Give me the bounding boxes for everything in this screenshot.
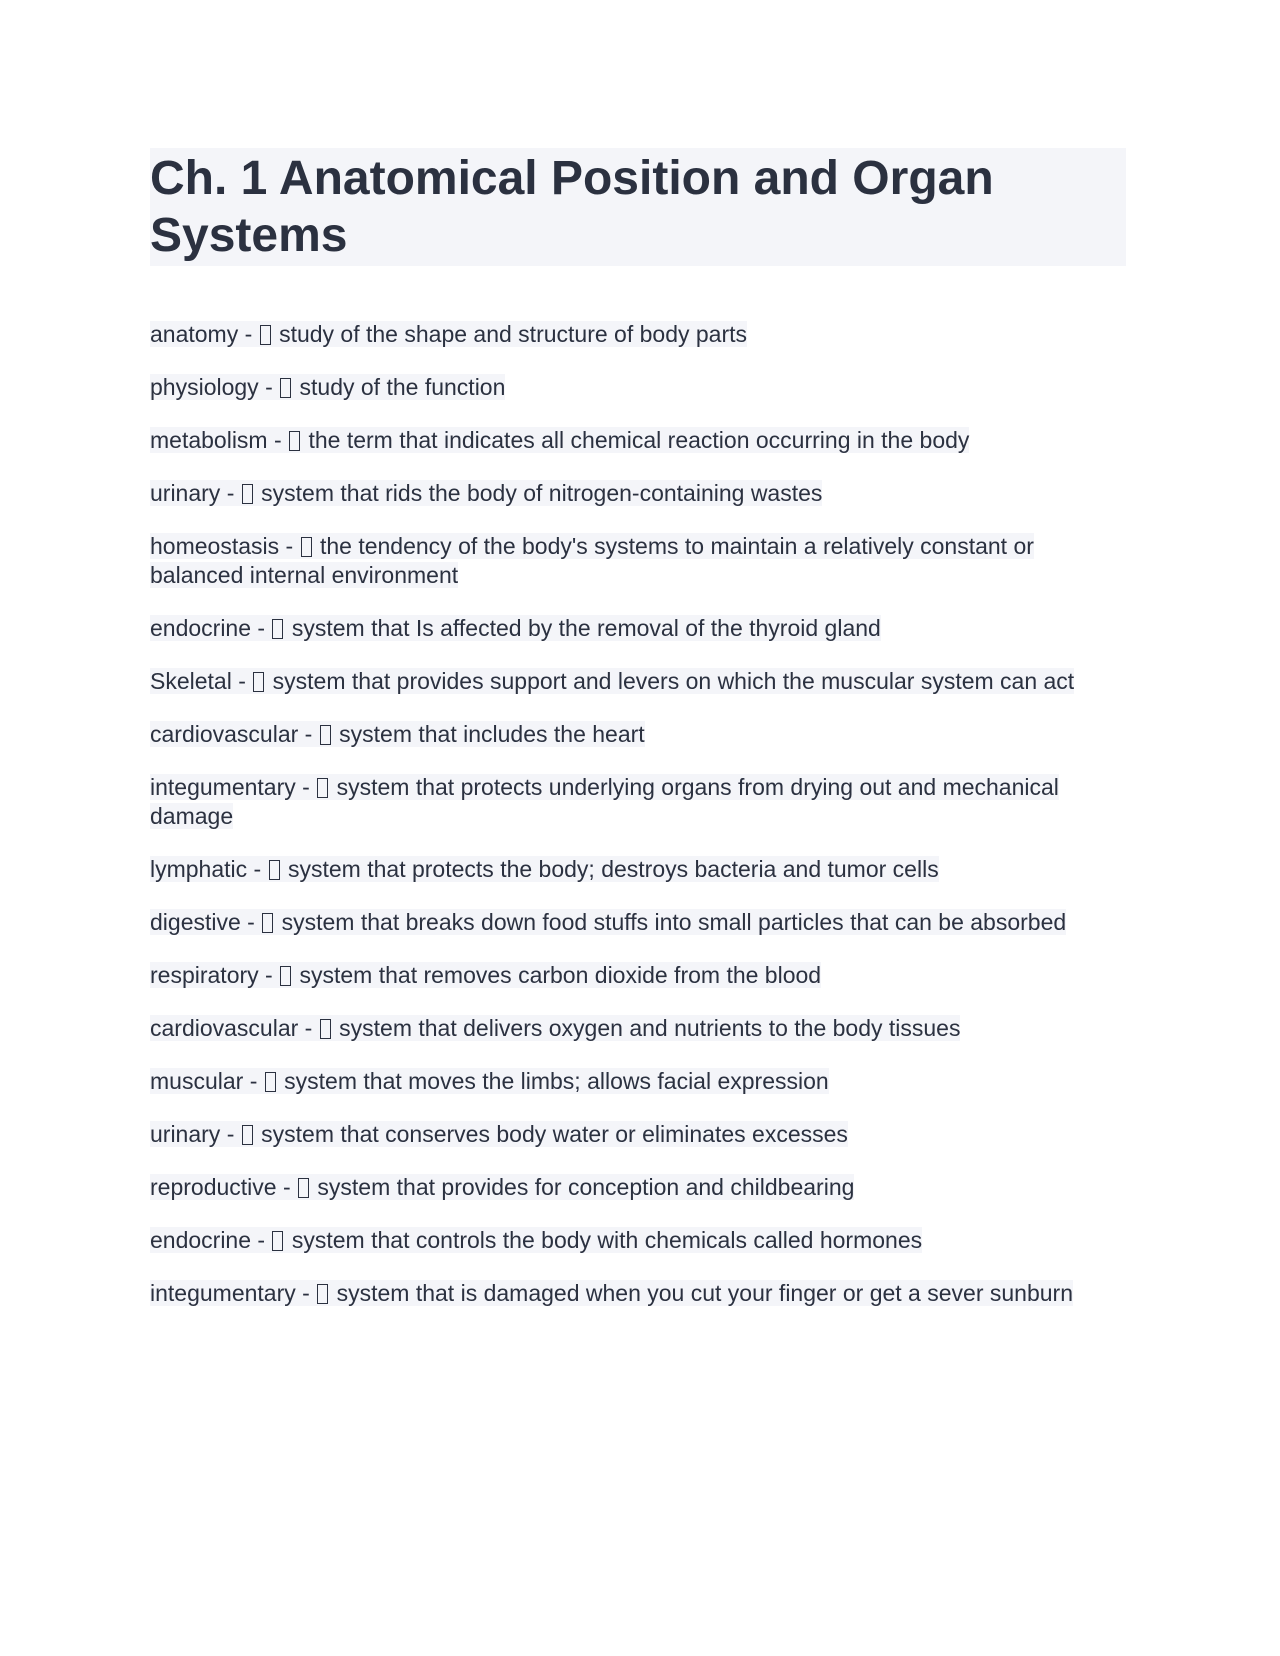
term-name: integumentary: [150, 1280, 296, 1306]
empty-box-icon: [317, 1284, 328, 1304]
term-name: anatomy: [150, 321, 239, 347]
term-name: physiology: [150, 374, 259, 400]
term-definition: system that is damaged when you cut your finger or get a sever sunburn: [336, 1280, 1073, 1306]
term-entry: [150, 668, 1074, 694]
list-item: [150, 720, 1126, 749]
term-name: endocrine: [150, 615, 252, 641]
term-list: [150, 320, 1126, 1308]
list-item: [150, 667, 1126, 696]
list-item: [150, 614, 1126, 643]
list-item: [150, 1173, 1126, 1202]
term-name: homeostasis: [150, 533, 280, 559]
term-separator: -: [231, 668, 253, 694]
term-definition: system that provides for conception and childbearing: [317, 1174, 855, 1200]
term-entry: [150, 856, 939, 882]
term-separator: -: [238, 321, 259, 347]
empty-box-icon: [260, 325, 271, 345]
term-entry: [150, 533, 1034, 588]
empty-box-icon: [317, 778, 328, 798]
empty-box-icon: [272, 1231, 283, 1251]
term-name: muscular: [150, 1068, 244, 1094]
page-title: Ch. 1 Anatomical Position and Organ Systems: [150, 148, 1126, 266]
empty-box-icon: [272, 619, 283, 639]
term-definition: the tendency of the body's systems to maintain a relatively constant or balanced internal environment: [150, 533, 1034, 588]
list-item: [150, 1014, 1126, 1043]
term-definition: the term that indicates all chemical reaction occurring in the body: [308, 427, 970, 453]
empty-box-icon: [280, 378, 291, 398]
term-definition: system that Is affected by the removal of the thyroid gland: [291, 615, 881, 641]
term-definition: system that delivers oxygen and nutrients to the body tissues: [339, 1015, 961, 1041]
term-entry: [150, 721, 645, 747]
list-item: [150, 320, 1126, 349]
term-separator: -: [243, 1068, 264, 1094]
term-entry: [150, 962, 821, 988]
term-entry: [150, 909, 1066, 935]
term-name: cardiovascular: [150, 721, 299, 747]
empty-box-icon: [265, 1072, 276, 1092]
empty-box-icon: [242, 1125, 253, 1145]
empty-box-icon: [301, 537, 312, 557]
term-entry: [150, 615, 881, 641]
term-name: reproductive: [150, 1174, 277, 1200]
list-item: [150, 373, 1126, 402]
document-page: [150, 148, 1126, 1332]
term-name: metabolism: [150, 427, 268, 453]
term-entry: [150, 774, 1059, 829]
term-definition: study of the shape and structure of body parts: [279, 321, 748, 347]
term-separator: -: [247, 856, 268, 882]
term-definition: system that removes carbon dioxide from the blood: [299, 962, 822, 988]
term-entry: [150, 427, 969, 453]
term-entry: [150, 1121, 848, 1147]
term-name: Skeletal: [150, 668, 232, 694]
term-name: urinary: [150, 1121, 221, 1147]
term-separator: -: [298, 1015, 319, 1041]
list-item: [150, 1067, 1126, 1096]
list-item: [150, 1120, 1126, 1149]
list-item: [150, 532, 1126, 590]
term-name: digestive: [150, 909, 241, 935]
term-entry: [150, 1174, 854, 1200]
term-entry: [150, 1068, 829, 1094]
term-definition: system that includes the heart: [339, 721, 645, 747]
term-separator: -: [267, 427, 289, 453]
list-item: [150, 1279, 1126, 1308]
term-entry: [150, 321, 747, 347]
term-definition: system that conserves body water or eliminates excesses: [261, 1121, 848, 1147]
term-separator: -: [240, 909, 262, 935]
list-item: [150, 961, 1126, 990]
term-definition: system that breaks down food stuffs into small particles that can be absorbed: [281, 909, 1067, 935]
empty-box-icon: [298, 1178, 309, 1198]
term-separator: -: [295, 1280, 317, 1306]
term-entry: [150, 1280, 1073, 1306]
term-name: urinary: [150, 480, 221, 506]
term-separator: -: [258, 962, 280, 988]
term-name: lymphatic: [150, 856, 248, 882]
term-definition: system that controls the body with chemicals called hormones: [291, 1227, 923, 1253]
term-definition: study of the function: [299, 374, 506, 400]
term-entry: [150, 1015, 960, 1041]
term-name: respiratory: [150, 962, 259, 988]
term-definition: system that protects the body; destroys bacteria and tumor cells: [288, 856, 939, 882]
term-definition: system that protects underlying organs from drying out and mechanical damage: [150, 774, 1059, 829]
empty-box-icon: [242, 484, 253, 504]
empty-box-icon: [320, 1019, 331, 1039]
term-name: cardiovascular: [150, 1015, 299, 1041]
term-separator: -: [258, 374, 280, 400]
term-definition: system that rids the body of nitrogen-containing wastes: [261, 480, 823, 506]
list-item: [150, 855, 1126, 884]
term-separator: -: [298, 721, 319, 747]
term-entry: [150, 1227, 922, 1253]
term-separator: -: [276, 1174, 298, 1200]
term-separator: -: [279, 533, 300, 559]
empty-box-icon: [269, 860, 280, 880]
term-name: endocrine: [150, 1227, 252, 1253]
list-item: [150, 773, 1126, 831]
list-item: [150, 908, 1126, 937]
empty-box-icon: [280, 966, 291, 986]
term-separator: -: [251, 615, 272, 641]
term-separator: -: [220, 480, 241, 506]
term-entry: [150, 374, 505, 400]
term-separator: -: [220, 1121, 241, 1147]
list-item: [150, 426, 1126, 455]
empty-box-icon: [289, 431, 300, 451]
empty-box-icon: [253, 672, 264, 692]
term-definition: system that moves the limbs; allows facial expression: [284, 1068, 829, 1094]
term-separator: -: [251, 1227, 272, 1253]
term-definition: system that provides support and levers on which the muscular system can act: [272, 668, 1075, 694]
term-name: integumentary: [150, 774, 296, 800]
term-entry: [150, 480, 822, 506]
term-separator: -: [295, 774, 317, 800]
empty-box-icon: [262, 913, 273, 933]
empty-box-icon: [320, 725, 331, 745]
list-item: [150, 479, 1126, 508]
list-item: [150, 1226, 1126, 1255]
